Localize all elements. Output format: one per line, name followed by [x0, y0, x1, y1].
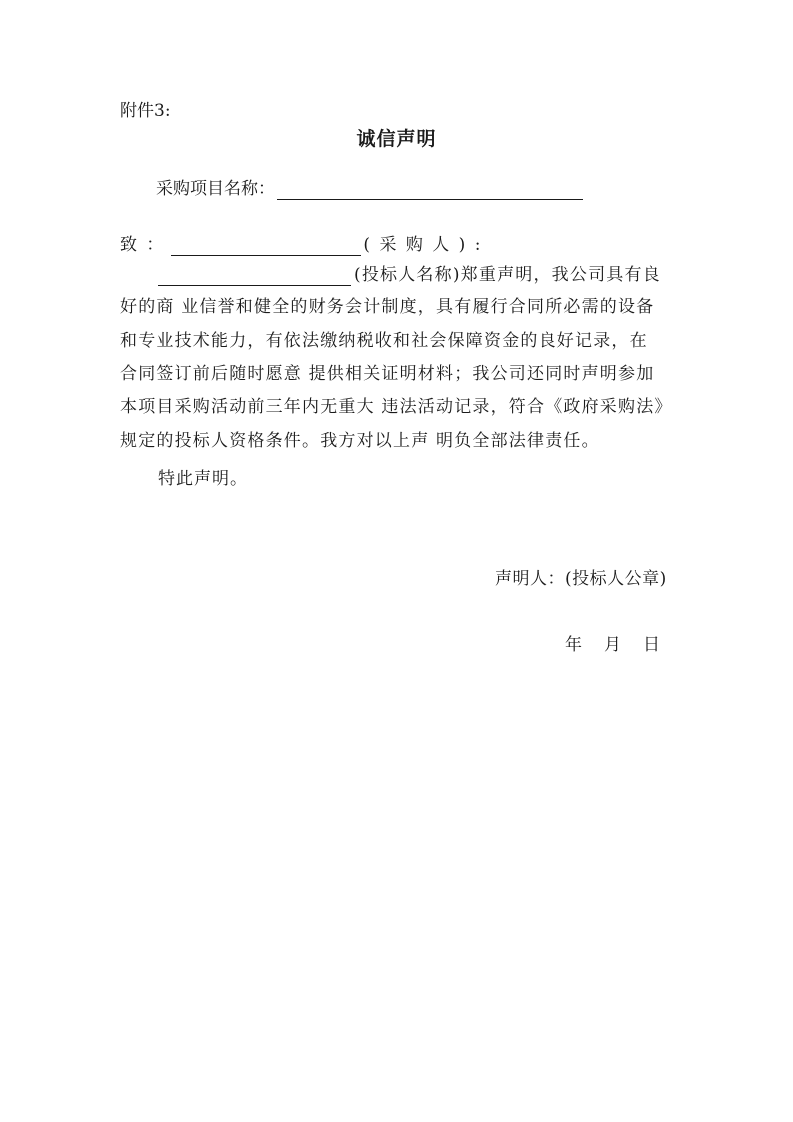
signer-label: 声明人：(投标人公章)	[495, 569, 667, 589]
body-line-6: 规定的投标人资格条件。我方对以上声 明负全部法律责任。	[120, 431, 600, 451]
date-month: 月	[604, 635, 621, 655]
body-line-1	[158, 264, 661, 286]
body-line-4: 合同签订前后随时愿意 提供相关证明材料；我公司还同时声明参加	[120, 364, 655, 384]
attachment-label: 附件3:	[120, 101, 171, 121]
date-year: 年	[565, 635, 582, 655]
body-line-2: 好的商 业信誉和健全的财务会计制度，具有履行合同所必需的设备	[120, 297, 655, 317]
body-line-3: 和专业技术能力，有依法缴纳税收和社会保障资金的良好记录，在	[120, 331, 648, 351]
recipient-row	[120, 234, 482, 256]
project-name-label: 采购项目名称：	[156, 179, 275, 199]
purchaser-blank[interactable]	[171, 237, 361, 256]
bidder-name-blank[interactable]	[158, 267, 351, 286]
project-name-blank[interactable]	[277, 181, 583, 200]
to-label: 致 ：	[120, 235, 166, 255]
document-title: 诚信声明	[356, 128, 437, 150]
body-line-5: 本项目采购活动前三年内无重大 违法活动记录，符合《政府采购法》	[120, 397, 673, 417]
date-day: 日	[643, 635, 660, 655]
closing-statement: 特此声明。	[158, 469, 248, 489]
project-name-row	[156, 178, 583, 200]
date-row	[565, 634, 660, 656]
purchaser-label: ( 采 购 人 ) :	[363, 235, 483, 255]
body-line-1-text: (投标人名称)郑重声明，我公司具有良	[354, 265, 661, 285]
